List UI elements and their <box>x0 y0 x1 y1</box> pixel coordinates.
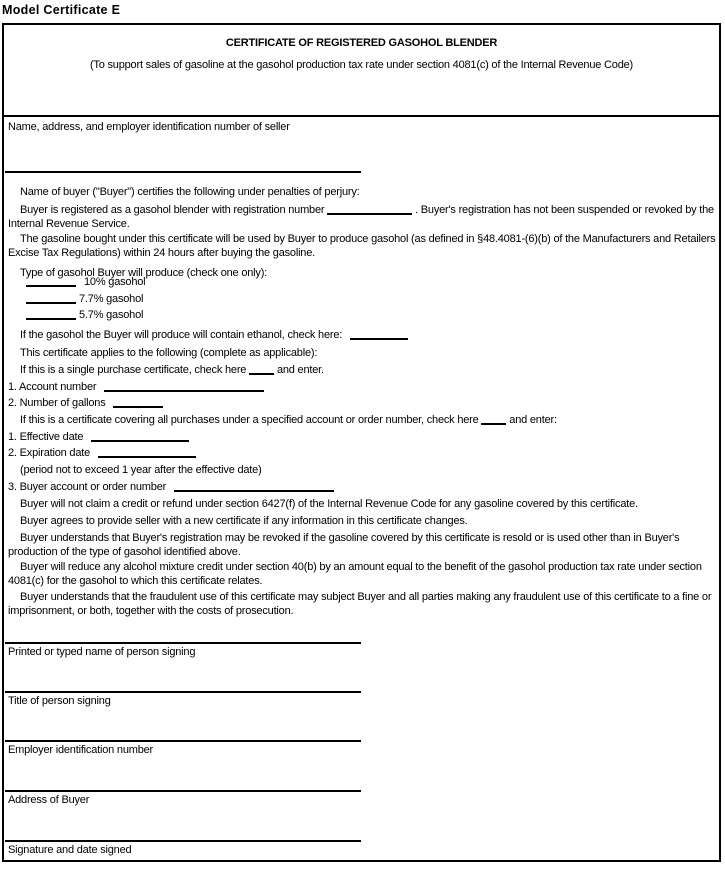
buyer-intro: Name of buyer ("Buyer") certifies the following under penalties of perjury: <box>20 186 360 198</box>
buyer-account-item <box>8 480 334 494</box>
ethanol-text: If the gasohol the Buyer will produce will contain ethanol, check here: <box>20 329 343 341</box>
registration-text-post: . Buyer's registration has not been suspended or revoked by the Internal Revenue Service. <box>8 204 714 230</box>
account-number-blank <box>104 389 264 392</box>
gasohol-option-row <box>26 308 143 322</box>
ethanol-check-line <box>350 337 408 340</box>
term-paragraph: Buyer will reduce any alcohol mixture credit under section 40(b) by an amount equal to the benefit of the gasohol production tax rate under section 4081(c) for the gasohol to which this certificate relates. <box>8 561 702 587</box>
gasohol-option-row <box>26 275 145 289</box>
gasohol-type-heading: Type of gasohol Buyer will produce (check one only): <box>20 267 268 279</box>
signature-date-label: Signature and date signed <box>8 844 132 856</box>
signature-line-printed-name <box>5 642 361 659</box>
ethanol-line <box>20 328 408 342</box>
signature-line-ein <box>5 740 361 757</box>
buyer-account-label: 3. Buyer account or order number <box>8 481 167 493</box>
number-of-gallons-label: 2. Number of gallons <box>8 397 106 409</box>
applies-line: This certificate applies to the following (complete as applicable): <box>20 347 318 359</box>
check-line-7-7-percent <box>26 301 76 304</box>
check-line-5-7-percent <box>26 317 76 320</box>
signature-line-signature <box>5 840 361 857</box>
ein-label: Employer identification number <box>8 744 154 756</box>
number-of-gallons-item <box>8 396 163 410</box>
seller-label: Name, address, and employer identification number of seller <box>8 121 290 133</box>
expiration-date-item <box>8 446 196 460</box>
expiration-date-blank <box>98 455 196 458</box>
account-number-label: 1. Account number <box>8 381 97 393</box>
title-of-person-label: Title of person signing <box>8 695 111 707</box>
covering-text-post: and enter: <box>509 414 557 426</box>
address-of-buyer-label: Address of Buyer <box>8 794 90 806</box>
term-paragraph: Buyer agrees to provide seller with a new certificate if any information in this certificate changes. <box>20 515 468 527</box>
account-number-item <box>8 380 264 394</box>
number-of-gallons-blank <box>113 405 163 408</box>
registration-number-blank <box>327 212 412 215</box>
printed-name-label: Printed or typed name of person signing <box>8 646 196 658</box>
single-purchase-check-line <box>249 372 274 375</box>
model-certificate-label: Model Certificate E <box>2 3 121 17</box>
option-label-10-percent: 10% gasohol <box>84 276 146 288</box>
expiration-date-label: 2. Expiration date <box>8 447 91 459</box>
registration-text-pre: Buyer is registered as a gasohol blender with registration number <box>20 204 325 216</box>
signature-line-title <box>5 691 361 708</box>
effective-date-item <box>8 430 189 444</box>
certificate-subtitle: (To support sales of gasoline at the gasohol production tax rate under section 4081(c) of the Internal Revenue Code) <box>89 59 634 71</box>
covering-check-line <box>481 422 506 425</box>
gasoline-use-paragraph: The gasoline bought under this certificate will be used by Buyer to produce gasohol (as defined in §48.4081-(6)(b) of the Manufacturers and Retailers Excise Tax Regulations) within 24 hours after buying the gasoline. <box>8 233 716 259</box>
buyer-account-blank <box>174 489 334 492</box>
buyer-name-write-line <box>5 171 361 173</box>
certificate-box <box>2 23 721 862</box>
single-purchase-line <box>20 363 324 377</box>
term-paragraph: Buyer will not claim a credit or refund under section 6427(f) of the Internal Revenue Code for any gasoline covered by this certificate. <box>20 498 638 510</box>
signature-line-address <box>5 790 361 807</box>
option-label-5-7-percent: 5.7% gasohol <box>79 309 144 321</box>
term-paragraph: Buyer understands that Buyer's registration may be revoked if the gasoline covered by this certificate is resold or is used other than in Buyer's production of the type of gasohol identified above. <box>8 532 680 558</box>
covering-text-pre: If this is a certificate covering all purchases under a specified account or order number, check here <box>20 414 479 426</box>
check-line-10-percent <box>26 284 76 287</box>
certificate-title: CERTIFICATE OF REGISTERED GASOHOL BLENDER <box>225 37 498 49</box>
covering-line <box>20 413 557 427</box>
registration-paragraph <box>8 203 717 231</box>
single-purchase-text-post: and enter. <box>276 364 324 376</box>
seller-section-rule <box>4 115 719 117</box>
single-purchase-text-pre: If this is a single purchase certificate, check here <box>20 364 247 376</box>
gasohol-option-row <box>26 292 143 306</box>
period-note: (period not to exceed 1 year after the effective date) <box>20 464 262 476</box>
option-label-7-7-percent: 7.7% gasohol <box>79 293 144 305</box>
effective-date-label: 1. Effective date <box>8 431 84 443</box>
effective-date-blank <box>91 439 189 442</box>
term-paragraph: Buyer understands that the fraudulent use of this certificate may subject Buyer and all parties making any fraudulent use of this certificate to a fine or imprisonment, or both, together with the costs of prosecution. <box>8 591 712 617</box>
